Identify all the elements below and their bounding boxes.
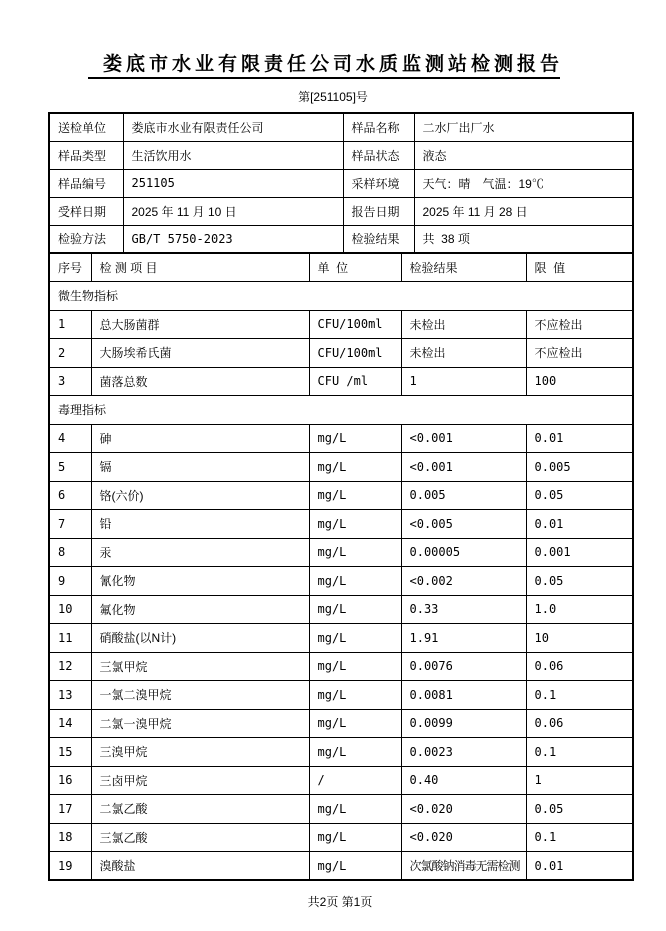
cell-result: <0.020 <box>401 795 526 824</box>
info-label-cell: 样品名称 <box>343 113 414 141</box>
cell-unit: mg/L <box>309 795 401 824</box>
cell-unit: CFU/100ml <box>309 310 401 339</box>
cell-result: 次氯酸钠消毒无需检测 <box>401 852 526 881</box>
doc-number: 第[251105]号 <box>298 90 368 104</box>
cell-seq: 1 <box>49 310 91 339</box>
cell-seq: 6 <box>49 481 91 510</box>
cell-item: 二氯一溴甲烷 <box>91 709 309 738</box>
cell-result: 0.40 <box>401 766 526 795</box>
cell-result: <0.001 <box>401 424 526 453</box>
cell-result: 未检出 <box>401 310 526 339</box>
info-value-cell: 2025 年 11 月 10 日 <box>123 197 343 225</box>
cell-result: 0.0076 <box>401 652 526 681</box>
cell-result: 0.005 <box>401 481 526 510</box>
info-row <box>49 225 633 253</box>
info-label-cell: 样品编号 <box>49 169 123 197</box>
cell-seq: 16 <box>49 766 91 795</box>
result-row <box>49 595 633 624</box>
results-table <box>48 252 634 881</box>
report-title: 娄底市水业有限责任公司水质监测站检测报告 <box>102 54 563 75</box>
cell-seq: 17 <box>49 795 91 824</box>
cell-result: 0.0023 <box>401 738 526 767</box>
section-row <box>49 396 633 425</box>
cell-item: 硝酸盐(以N计) <box>91 624 309 653</box>
cell-item: 菌落总数 <box>91 367 309 396</box>
cell-item: 氰化物 <box>91 567 309 596</box>
result-row <box>49 567 633 596</box>
result-row <box>49 738 633 767</box>
cell-seq: 13 <box>49 681 91 710</box>
info-value-cell: 娄底市水业有限责任公司 <box>123 113 343 141</box>
col-header-item: 检 测 项 目 <box>91 253 309 282</box>
cell-limit: 0.1 <box>526 681 633 710</box>
result-row <box>49 367 633 396</box>
result-row <box>49 852 633 881</box>
cell-result: 未检出 <box>401 339 526 368</box>
cell-item: 三卤甲烷 <box>91 766 309 795</box>
cell-seq: 18 <box>49 823 91 852</box>
cell-limit: 0.06 <box>526 652 633 681</box>
result-row <box>49 339 633 368</box>
cell-result: 1.91 <box>401 624 526 653</box>
cell-unit: CFU/100ml <box>309 339 401 368</box>
cell-seq: 11 <box>49 624 91 653</box>
title-underline <box>88 77 560 79</box>
info-value-cell: 天气：晴 气温：19℃ <box>414 169 633 197</box>
cell-limit: 1.0 <box>526 595 633 624</box>
info-row <box>49 141 633 169</box>
result-row <box>49 709 633 738</box>
cell-seq: 5 <box>49 453 91 482</box>
info-value-cell: 共 38 项 <box>414 225 633 253</box>
info-value-cell: 液态 <box>414 141 633 169</box>
cell-limit: 1 <box>526 766 633 795</box>
cell-unit: mg/L <box>309 453 401 482</box>
cell-limit: 0.05 <box>526 567 633 596</box>
info-value-cell: 生活饮用水 <box>123 141 343 169</box>
cell-item: 汞 <box>91 538 309 567</box>
info-row <box>49 113 633 141</box>
cell-unit: mg/L <box>309 481 401 510</box>
result-row <box>49 310 633 339</box>
cell-seq: 15 <box>49 738 91 767</box>
info-row <box>49 197 633 225</box>
info-label-cell: 检验结果 <box>343 225 414 253</box>
sample-info-body <box>49 113 633 253</box>
cell-unit: mg/L <box>309 567 401 596</box>
cell-limit: 0.1 <box>526 823 633 852</box>
cell-unit: mg/L <box>309 681 401 710</box>
info-label-cell: 采样环境 <box>343 169 414 197</box>
cell-unit: mg/L <box>309 424 401 453</box>
cell-result: <0.002 <box>401 567 526 596</box>
cell-item: 铬(六价) <box>91 481 309 510</box>
cell-item: 砷 <box>91 424 309 453</box>
info-row <box>49 169 633 197</box>
cell-unit: mg/L <box>309 624 401 653</box>
cell-limit: 0.001 <box>526 538 633 567</box>
result-row <box>49 453 633 482</box>
col-header-limit: 限 值 <box>526 253 633 282</box>
cell-limit: 0.05 <box>526 795 633 824</box>
cell-item: 二氯乙酸 <box>91 795 309 824</box>
cell-unit: mg/L <box>309 709 401 738</box>
cell-seq: 19 <box>49 852 91 881</box>
cell-seq: 8 <box>49 538 91 567</box>
info-value-cell: 251105 <box>123 169 343 197</box>
cell-item: 溴酸盐 <box>91 852 309 881</box>
info-label-cell: 送检单位 <box>49 113 123 141</box>
cell-result: 1 <box>401 367 526 396</box>
cell-result: 0.00005 <box>401 538 526 567</box>
info-label-cell: 检验方法 <box>49 225 123 253</box>
results-header-row <box>49 253 633 282</box>
cell-item: 大肠埃希氏菌 <box>91 339 309 368</box>
cell-result: 0.33 <box>401 595 526 624</box>
cell-limit: 不应检出 <box>526 339 633 368</box>
cell-seq: 10 <box>49 595 91 624</box>
cell-result: <0.020 <box>401 823 526 852</box>
cell-result: 0.0081 <box>401 681 526 710</box>
cell-unit: mg/L <box>309 823 401 852</box>
cell-unit: CFU /ml <box>309 367 401 396</box>
cell-limit: 0.005 <box>526 453 633 482</box>
cell-limit: 0.01 <box>526 424 633 453</box>
sample-info-table <box>48 112 634 254</box>
col-header-seq: 序号 <box>49 253 91 282</box>
col-header-unit: 单 位 <box>309 253 401 282</box>
section-label: 微生物指标 <box>49 282 633 311</box>
col-header-result: 检验结果 <box>401 253 526 282</box>
cell-item: 三氯甲烷 <box>91 652 309 681</box>
cell-unit: mg/L <box>309 738 401 767</box>
cell-seq: 14 <box>49 709 91 738</box>
cell-limit: 0.01 <box>526 852 633 881</box>
cell-result: 0.0099 <box>401 709 526 738</box>
result-row <box>49 624 633 653</box>
cell-unit: / <box>309 766 401 795</box>
cell-seq: 3 <box>49 367 91 396</box>
tables-wrap <box>48 112 632 910</box>
cell-limit: 0.01 <box>526 510 633 539</box>
cell-item: 一氯二溴甲烷 <box>91 681 309 710</box>
cell-limit: 0.06 <box>526 709 633 738</box>
cell-result: <0.001 <box>401 453 526 482</box>
cell-item: 铅 <box>91 510 309 539</box>
section-row <box>49 282 633 311</box>
result-row <box>49 681 633 710</box>
info-value-cell: 2025 年 11 月 28 日 <box>414 197 633 225</box>
result-row <box>49 481 633 510</box>
cell-limit: 100 <box>526 367 633 396</box>
page-footer: 共2页 第1页 <box>307 895 373 909</box>
info-value-cell: 二水厂出厂水 <box>414 113 633 141</box>
result-row <box>49 424 633 453</box>
result-row <box>49 766 633 795</box>
result-row <box>49 823 633 852</box>
cell-item: 总大肠菌群 <box>91 310 309 339</box>
cell-unit: mg/L <box>309 852 401 881</box>
cell-unit: mg/L <box>309 538 401 567</box>
cell-seq: 12 <box>49 652 91 681</box>
result-row <box>49 538 633 567</box>
cell-limit: 0.1 <box>526 738 633 767</box>
cell-limit: 10 <box>526 624 633 653</box>
cell-unit: mg/L <box>309 595 401 624</box>
section-label: 毒理指标 <box>49 396 633 425</box>
cell-limit: 不应检出 <box>526 310 633 339</box>
info-label-cell: 样品状态 <box>343 141 414 169</box>
cell-seq: 7 <box>49 510 91 539</box>
cell-result: <0.005 <box>401 510 526 539</box>
result-row <box>49 510 633 539</box>
info-value-cell: GB/T 5750-2023 <box>123 225 343 253</box>
cell-item: 镉 <box>91 453 309 482</box>
cell-item: 氟化物 <box>91 595 309 624</box>
result-row <box>49 795 633 824</box>
cell-item: 三溴甲烷 <box>91 738 309 767</box>
results-body <box>49 282 633 881</box>
cell-seq: 4 <box>49 424 91 453</box>
cell-seq: 9 <box>49 567 91 596</box>
result-row <box>49 652 633 681</box>
cell-limit: 0.05 <box>526 481 633 510</box>
info-label-cell: 样品类型 <box>49 141 123 169</box>
cell-seq: 2 <box>49 339 91 368</box>
cell-item: 三氯乙酸 <box>91 823 309 852</box>
info-label-cell: 受样日期 <box>49 197 123 225</box>
cell-unit: mg/L <box>309 652 401 681</box>
info-label-cell: 报告日期 <box>343 197 414 225</box>
cell-unit: mg/L <box>309 510 401 539</box>
